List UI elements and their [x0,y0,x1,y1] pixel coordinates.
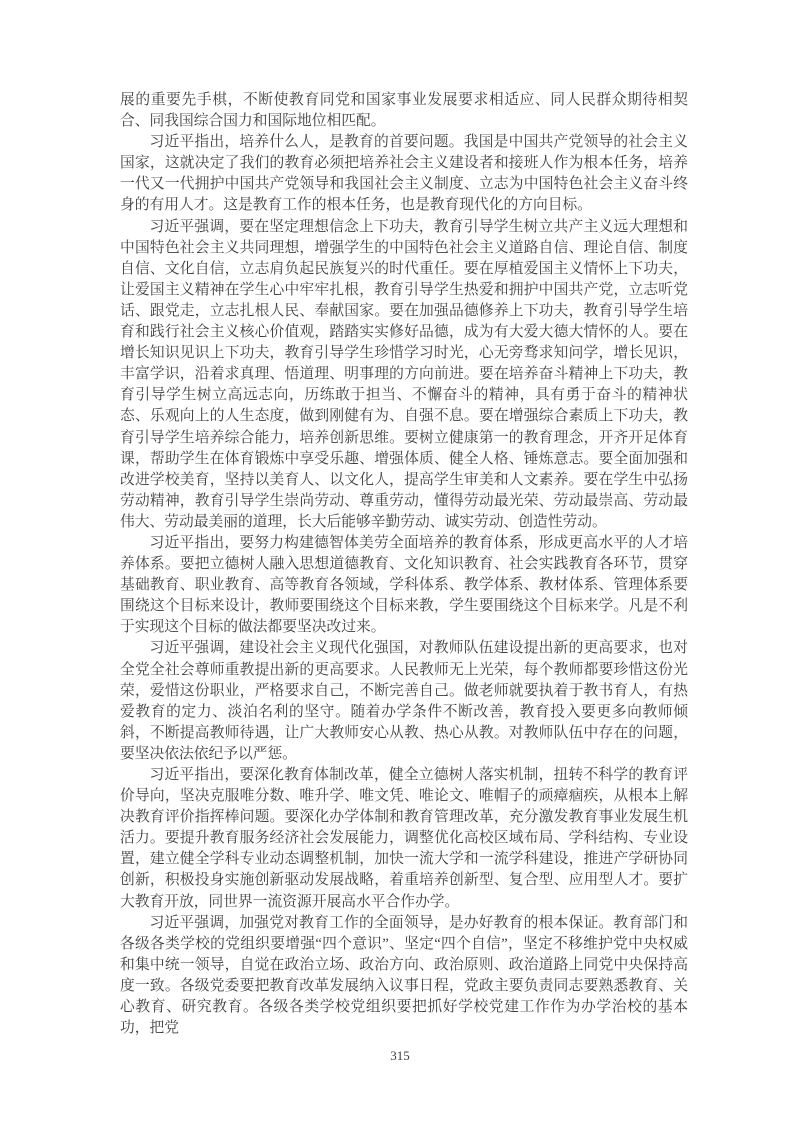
page-number: 315 [390,1048,410,1063]
paragraph: 习近平指出，要努力构建德智体美劳全面培养的教育体系，形成更高水平的人才培养体系。要把立德树人融入思想道德教育、文化知识教育、社会实践教育各环节，贯穿基础教育、职业教育、高等教育各领域，学科体系、教学体系、教材体系、管理体系要围绕这个目标来设计，教师要围绕这个目标来教，学生要围绕这个目标来学。凡是不利于实现这个目标的做法都要坚决改过来。 [120,534,688,636]
paragraph: 习近平指出，要深化教育体制改革，健全立德树人落实机制，扭转不科学的教育评价导向，坚决克服唯分数、唯升学、唯文凭、唯论文、唯帽子的顽瘴痼疾，从根本上解决教育评价指挥棒问题。要深化办学体制和教育管理改革，充分激发教育事业发展生机活力。要提升教育服务经济社会发展能力，调整优化高校区域布局、学科结构、专业设置，建立健全学科专业动态调整机制，加快一流大学和一流学科建设，推进产学研协同创新，积极投身实施创新驱动发展战略，着重培养创新型、复合型、应用型人才。要扩大教育开放，同世界一流资源开展高水平合作办学。 [120,767,688,910]
paragraph: 习近平指出，培养什么人，是教育的首要问题。我国是中国共产党领导的社会主义国家，这就决定了我们的教育必须把培养社会主义建设者和接班人作为根本任务，培养一代又一代拥护中国共产党领导和我国社会主义制度、立志为中国特色社会主义奋斗终身的有用人才。这是教育工作的根本任务，也是教育现代化的方向目标。 [120,134,688,214]
paragraph: 展的重要先手棋，不断使教育同党和国家事业发展要求相适应、同人民群众期待相契合、同我国综合国力和国际地位相匹配。 [120,92,688,130]
paragraph: 习近平强调，加强党对教育工作的全面领导，是办好教育的根本保证。教育部门和各级各类学校的党组织要增强“四个意识”、坚定“四个自信”，坚定不移维护党中央权威和集中统一领导，自觉在政治立场、政治方向、政治原则、政治道路上同党中央保持高度一致。各级党委要把教育改革发展纳入议事日程，党政主要负责同志要熟悉教育、关心教育、研究教育。各级各类学校党组织要把抓好学校党建工作作为办学治校的基本功，把党 [120,914,688,1037]
page-body-text [120,90,688,1039]
paragraph: 习近平强调，要在坚定理想信念上下功夫，教育引导学生树立共产主义远大理想和中国特色社会主义共同理想，增强学生的中国特色社会主义道路自信、理论自信、制度自信、文化自信，立志肩负起民族复兴的时代重任。要在厚植爱国主义情怀上下功夫，让爱国主义精神在学生心中牢牢扎根，教育引导学生热爱和拥护中国共产党，立志听党话、跟党走，立志扎根人民、奉献国家。要在加强品德修养上下功夫，教育引导学生培育和践行社会主义核心价值观，踏踏实实修好品德，成为有大爱大德大情怀的人。要在增长知识见识上下功夫，教育引导学生珍惜学习时光，心无旁骛求知问学，增长见识，丰富学识，沿着求真理、悟道理、明事理的方向前进。要在培养奋斗精神上下功夫，教育引导学生树立高远志向，历练敢于担当、不懈奋斗的精神，具有勇于奋斗的精神状态、乐观向上的人生态度，做到刚健有为、自强不息。要在增强综合素质上下功夫，教育引导学生培养综合能力，培养创新思维。要树立健康第一的教育理念，开齐开足体育课，帮助学生在体育锻炼中享受乐趣、增强体质、健全人格、锤炼意志。要全面加强和改进学校美育，坚持以美育人、以文化人，提高学生审美和人文素养。要在学生中弘扬劳动精神，教育引导学生崇尚劳动、尊重劳动，懂得劳动最光荣、劳动最崇高、劳动最伟大、劳动最美丽的道理，长大后能够辛勤劳动、诚实劳动、创造性劳动。 [120,218,688,530]
paragraph: 习近平强调，建设社会主义现代化强国，对教师队伍建设提出新的更高要求，也对全党全社会尊师重教提出新的更高要求。人民教师无上光荣，每个教师都要珍惜这份光荣，爱惜这份职业，严格要求自己，不断完善自己。做老师就要执着于教书育人，有热爱教育的定力、淡泊名利的坚守。随着办学条件不断改善，教育投入要更多向教师倾斜，不断提高教师待遇，让广大教师安心从教、热心从教。对教师队伍中存在的问题，要坚决依法依纪予以严惩。 [120,640,688,762]
